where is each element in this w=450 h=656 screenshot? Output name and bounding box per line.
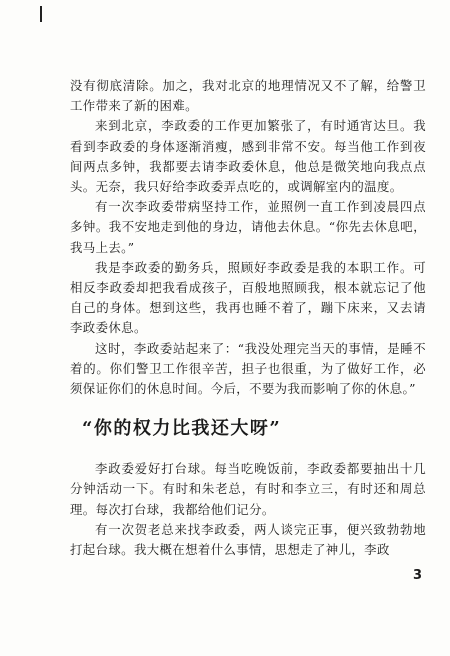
page-number: 3 (413, 568, 423, 583)
scan-mark (40, 6, 42, 22)
body-text (70, 76, 426, 560)
paragraph: 李政委爱好打台球。每当吃晚饭前，李政委都要抽出十几分钟活动一下。有时和朱老总，有时和李立三，有时还和周总理。每次打台球，我都给他们记分。 (70, 461, 426, 517)
section-heading: “你的权力比我还大呀” (82, 418, 282, 440)
paragraph: 这时，李政委站起来了：“我没处理完当天的事情，是睡不着的。你们警卫工作很辛苦，担子也很重，为了做好工作，必须保证你们的休息时间。今后，不要为我而影响了你的休息。” (70, 340, 426, 397)
paragraph: 我是李政委的勤务兵，照顾好李政委是我的本职工作。可相反李政委却把我看成孩子，百般地照顾我，根本就忘记了他自己的身体。想到这些，我再也睡不着了，蹦下床来，又去请李政委休息。 (70, 259, 426, 336)
paragraph: 有一次贺老总来找李政委，两人谈完正事，便兴致勃勃地打起台球。我大概在想着什么事情，思想走了神儿，李政 (70, 521, 426, 558)
paragraph: 来到北京，李政委的工作更加繁张了，有时通宵达旦。我看到李政委的身体逐渐消瘦，感到非常不安。每当他工作到夜间两点多钟，我都要去请李政委休息，他总是微笑地向我点点头。无奈，我只好给李政委弄点吃的，或调解室内的温度。 (70, 118, 426, 195)
paragraph: 有一次李政委带病坚持工作，並照例一直工作到凌晨四点多钟。我不安地走到他的身边，请他去休息。“你先去休息吧，我马上去。” (70, 199, 426, 255)
paragraph: 没有彻底清除。加之，我对北京的地理情况又不了解，给警卫工作带来了新的困难。 (70, 78, 426, 114)
